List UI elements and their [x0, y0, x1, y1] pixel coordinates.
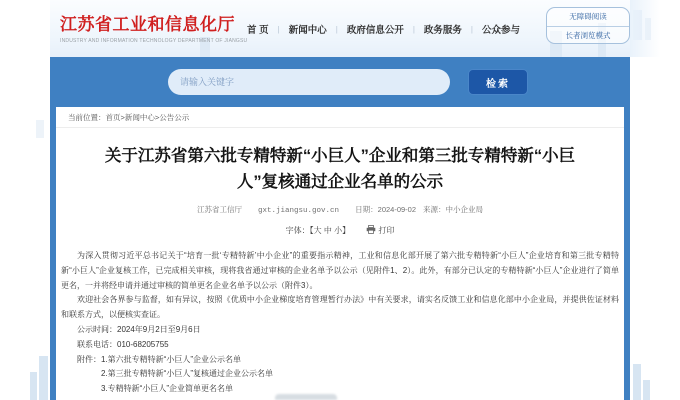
article-title: 关于江苏省第六批专精特新“小巨人”企业和第三批专精特新“小巨人”复核通过企业名单的公示: [104, 147, 576, 191]
logo-subtitle: INDUSTRY AND INFORMATION TECHNOLOGY DEPARTMENT OF JIANGSU: [60, 38, 248, 44]
nav-separator: |: [470, 24, 473, 34]
search-button[interactable]: 检索: [468, 69, 528, 95]
accessibility-box: [546, 7, 630, 44]
attachment-link-2[interactable]: 2.第三批专精特新“小巨人”复核通过企业公示名单: [101, 369, 273, 379]
header-fade: [630, 0, 660, 57]
logo-title: 江苏省工业和信息化厅: [60, 15, 235, 34]
site-header: [50, 0, 630, 57]
content-card: [56, 107, 624, 400]
print-button[interactable]: [366, 226, 394, 235]
printer-icon: [366, 225, 376, 236]
article-toolbar: [61, 225, 619, 236]
nav-separator: |: [412, 24, 415, 34]
building-decoration: [30, 372, 37, 400]
nav-separator: |: [335, 24, 338, 34]
building-decoration: [633, 364, 641, 400]
paragraph: 为深入贯彻习近平总书记关于“培育一批‘专精特新’中小企业”的重要指示精神，工业和信息化部开展了第六批专精特新“小巨人”企业培育和第三批专精特新“小巨人”企业复核工作，已完成相关审核，现将我省通过审核的企业名单予以公示（见附件1、2）。此外，有部分已认定的专精特新“小巨人”企业进行了简单更名，一并将经申请并通过审核的简单更名企业名单予以公示（附件3）。: [61, 251, 619, 290]
nav-item-news[interactable]: 新闻中心: [288, 25, 327, 36]
nav-item-home[interactable]: 首 页: [247, 25, 269, 36]
breadcrumb-label: 当前位置：: [68, 113, 106, 122]
building-decoration: [39, 356, 48, 400]
site-container: [50, 0, 630, 400]
contact-phone: 联系电话：010-68205755: [77, 339, 169, 349]
search-input[interactable]: [168, 69, 450, 95]
print-label: 打印: [378, 226, 395, 235]
nav-item-gov-info[interactable]: 政府信息公开: [346, 25, 404, 36]
meta-date: 日期：2024-09-02: [355, 205, 417, 214]
attachment-link-3[interactable]: 3.专精特新“小巨人”企业简单更名名单: [101, 384, 233, 394]
paragraph: 欢迎社会各界参与监督，如有异议，按照《优质中小企业梯度培育管理暂行办法》中有关要求，请实名反馈工业和信息化部中小企业局，并提供佐证材料和联系方式，以便核实查证。: [61, 295, 619, 320]
building-decoration: [643, 380, 650, 400]
building-decoration: [36, 120, 44, 138]
accessibility-reading-button[interactable]: 无障碍阅读: [569, 12, 607, 21]
article-body: [61, 249, 619, 397]
nav-item-participation[interactable]: 公众参与: [482, 25, 521, 36]
article: [56, 143, 624, 397]
breadcrumb-path[interactable]: 首页>新闻中心>公告公示: [105, 113, 190, 122]
main-nav: [247, 22, 520, 36]
meta-origin: 来源：中小企业局: [423, 205, 484, 214]
elder-mode-button[interactable]: 长者浏览模式: [547, 26, 629, 44]
breadcrumb: [56, 107, 624, 128]
site-logo: [60, 10, 247, 44]
meta-department: 江苏省工信厅: [196, 205, 242, 214]
nav-separator: |: [277, 24, 280, 34]
publicity-period: 公示时间：2024年9月2日至9月6日: [77, 324, 201, 334]
footer-decoration: [275, 394, 337, 400]
font-size-label: 字体：: [285, 226, 310, 235]
font-size-control[interactable]: 【大 中 小】: [309, 226, 351, 235]
nav-item-services[interactable]: 政务服务: [423, 25, 462, 36]
article-meta: [61, 204, 619, 215]
attachment-link-1[interactable]: 附件：1.第六批专精特新“小巨人”企业公示名单: [77, 354, 241, 364]
meta-site-url: gxt.jiangsu.gov.cn: [258, 207, 340, 215]
